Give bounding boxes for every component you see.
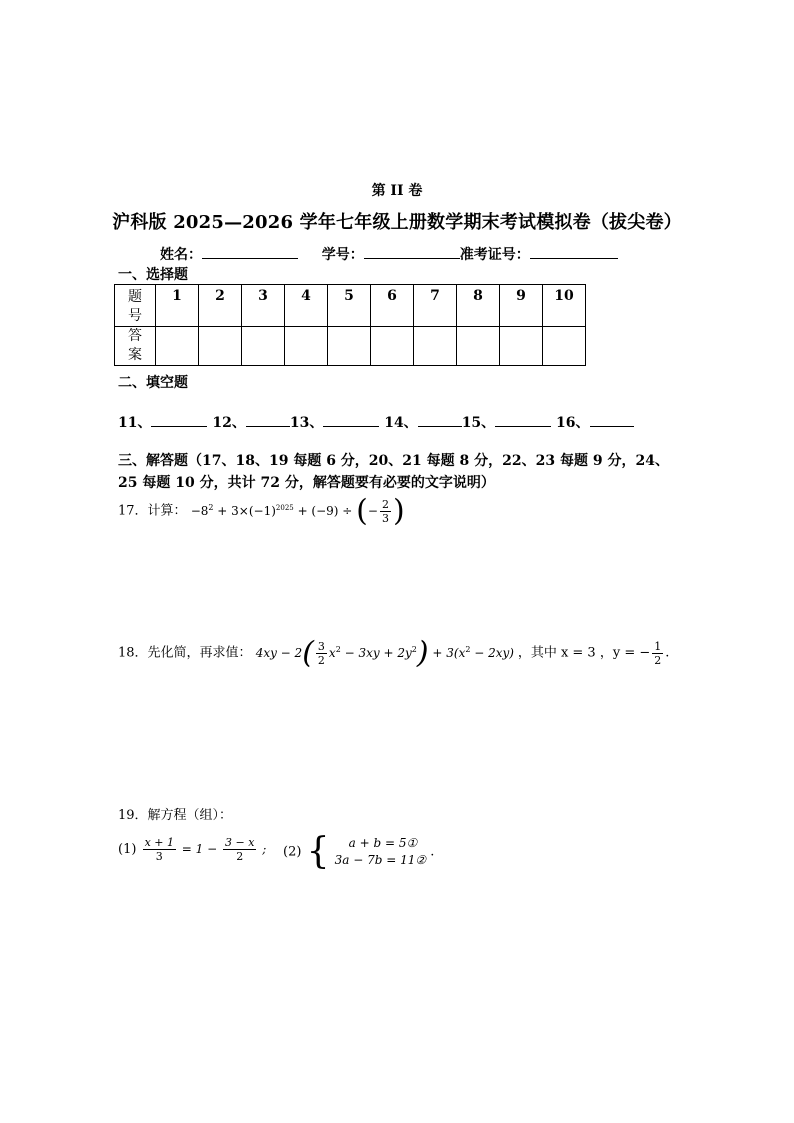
answer-cell[interactable] bbox=[500, 327, 543, 366]
blank-label-16: 16、 bbox=[556, 415, 590, 431]
blank-12[interactable] bbox=[246, 412, 290, 427]
student-no-label: 学号： bbox=[321, 247, 364, 263]
section3-title-line2: 25 每题 10 分，共计 72 分，解答题要有必要的文字说明） bbox=[118, 475, 495, 491]
exam-no-label: 准考证号： bbox=[459, 247, 530, 263]
student-info-line bbox=[160, 244, 618, 264]
question-number-cell: 2 bbox=[199, 285, 242, 327]
q19-eq2: 3a − 7b = 11② bbox=[334, 853, 427, 867]
student-no-blank[interactable] bbox=[364, 244, 460, 259]
answer-cell[interactable] bbox=[414, 327, 457, 366]
q19-eq1: a + b = 5① bbox=[348, 836, 418, 850]
q19-part1 bbox=[118, 836, 266, 863]
q18-expression: 4xy − 2( $\frac{3}{2}$ $x^2 - 3xy + 2y^2) + 3(x^2 - 2xy)$ bbox=[255, 635, 518, 670]
q19-label: 19．解方程（组）： bbox=[118, 808, 233, 823]
q19-part2: (2) { a + b = 5① 3a − 7b = 11② . bbox=[283, 831, 435, 872]
answer-cell[interactable] bbox=[156, 327, 199, 366]
row-header-number: 题 号 bbox=[115, 285, 156, 327]
name-label: 姓名： bbox=[160, 247, 202, 263]
blank-label-12: 12、 bbox=[212, 415, 246, 431]
exam-no-blank[interactable] bbox=[530, 244, 618, 259]
blank-label-13: 13、 bbox=[289, 415, 324, 431]
row-header-answer: 答 案 bbox=[115, 327, 156, 366]
answer-cell[interactable] bbox=[285, 327, 328, 366]
question-number-cell: 8 bbox=[457, 285, 500, 327]
blank-16[interactable] bbox=[590, 412, 634, 427]
q17-label: 17．计算： bbox=[118, 503, 187, 519]
q18-label: 18．先化简，再求值： bbox=[118, 645, 252, 661]
answer-cell[interactable] bbox=[457, 327, 500, 366]
section3-title-line1: 三、解答题（17、18、19 每题 6 分，20、21 每题 8 分，22、23 每题 9 分，24、 bbox=[118, 453, 669, 469]
name-blank[interactable] bbox=[202, 244, 298, 259]
q18-end: . bbox=[665, 645, 670, 661]
question-number-cell: 7 bbox=[414, 285, 457, 327]
question-number-cell: 5 bbox=[328, 285, 371, 327]
q17-expression: $-8^2 + 3\times(-1)^{2025} + (-9)$ ÷ (− $\frac{2}{3}$ ) bbox=[190, 493, 405, 528]
blank-label-11: 11、 bbox=[118, 415, 152, 431]
answer-cell[interactable] bbox=[371, 327, 414, 366]
blank-15[interactable] bbox=[495, 412, 551, 427]
q19-part1-equation: $\frac{x + 1}{3}$ = 1 − $\frac{3 - x}{2}$ ; bbox=[144, 836, 267, 863]
section1-title: 一、选择题 bbox=[118, 267, 188, 283]
answer-cell[interactable] bbox=[543, 327, 586, 366]
answer-cell[interactable] bbox=[199, 327, 242, 366]
blank-14[interactable] bbox=[418, 412, 462, 427]
answer-cell[interactable] bbox=[328, 327, 371, 366]
question-number-cell: 3 bbox=[242, 285, 285, 327]
volume-label: 第 II 卷 bbox=[371, 183, 423, 199]
question-number-cell: 4 bbox=[285, 285, 328, 327]
question-18: 18．先化简，再求值： 4xy − 2( $\frac{3}{2}$ $x^2 - 3xy + 2y^2) + 3(x^2 - 2xy)$ ，其中 x = 3 ，y = − $\frac{1}{2}$ . bbox=[118, 635, 670, 670]
q19-part2-label: (2) bbox=[283, 844, 302, 860]
q19-part1-label: (1) bbox=[118, 842, 137, 857]
section2-title: 二、填空题 bbox=[118, 375, 188, 391]
blank-13[interactable] bbox=[323, 412, 379, 427]
question-number-cell: 9 bbox=[500, 285, 543, 327]
answer-cell[interactable] bbox=[242, 327, 285, 366]
blank-label-14: 14、 bbox=[384, 415, 418, 431]
answer-table bbox=[114, 284, 586, 366]
question-number-cell: 10 bbox=[543, 285, 586, 327]
blank-11[interactable] bbox=[151, 412, 207, 427]
fill-blank-line bbox=[118, 412, 634, 432]
question-number-cell: 1 bbox=[156, 285, 199, 327]
question-17 bbox=[118, 493, 405, 528]
blank-label-15: 15、 bbox=[461, 415, 496, 431]
exam-title: 沪科版 2025—2026 学年七年级上册数学期末考试模拟卷（拔尖卷） bbox=[112, 212, 682, 233]
q18-condition: ，其中 x = 3 ，y = − bbox=[517, 645, 651, 661]
question-number-cell: 6 bbox=[371, 285, 414, 327]
